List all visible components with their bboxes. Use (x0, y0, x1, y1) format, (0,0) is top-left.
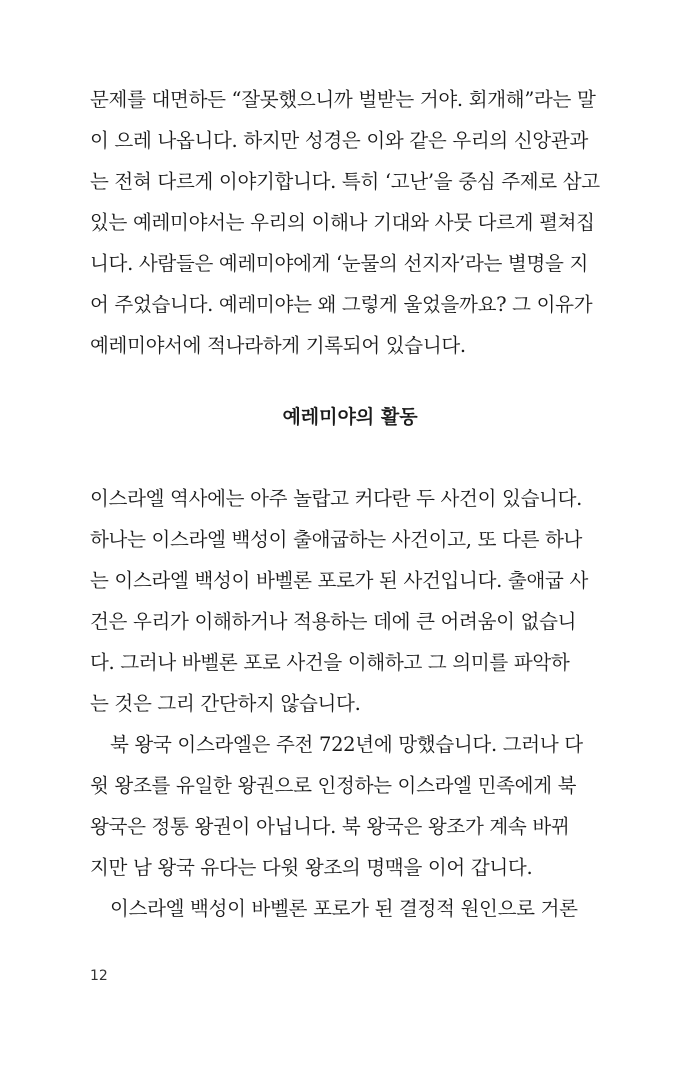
section-heading: 예레미야의 활동 (282, 406, 418, 428)
paragraph1-line: 있는 예레미야서는 우리의 이해나 기대와 사뭇 다르게 펼쳐집 (90, 211, 595, 234)
paragraph4-line: 이스라엘 백성이 바벨론 포로가 된 결정적 원인으로 거론 (110, 897, 578, 920)
paragraph2-line: 는 이스라엘 백성이 바벨론 포로가 된 사건입니다. 출애굽 사 (90, 569, 588, 592)
paragraph1-line: 니다. 사람들은 예레미야에게 ‘눈물의 선지자’라는 별명을 지 (90, 252, 588, 275)
page-number: 12 (90, 968, 108, 984)
paragraph1-line: 문제를 대면하든 “잘못했으니까 벌받는 거야. 회개해”라는 말 (90, 88, 596, 111)
paragraph1-line: 이 으레 나옵니다. 하지만 성경은 이와 같은 우리의 신앙관과 (90, 129, 588, 152)
paragraph2-line: 다. 그러나 바벨론 포로 사건을 이해하고 그 의미를 파악하 (90, 651, 570, 674)
paragraph2-line: 건은 우리가 이해하거나 적용하는 데에 큰 어려움이 없습니 (90, 610, 577, 633)
paragraph3-line: 왕국은 정통 왕권이 아닙니다. 북 왕국은 왕조가 계속 바뀌 (90, 815, 570, 838)
paragraph3-line: 북 왕국 이스라엘은 주전 722년에 망했습니다. 그러나 다 (110, 733, 583, 756)
paragraph1-line: 어 주었습니다. 예레미야는 왜 그렇게 울었을까요? 그 이유가 (90, 293, 593, 316)
paragraph1-line: 는 전혀 다르게 이야기합니다. 특히 ‘고난’을 중심 주제로 삼고 (90, 170, 600, 193)
paragraph3-line: 윗 왕조를 유일한 왕권으로 인정하는 이스라엘 민족에게 북 (90, 774, 577, 797)
paragraph3-line: 지만 남 왕국 유다는 다윗 왕조의 명맥을 이어 갑니다. (90, 856, 533, 879)
paragraph2-line: 는 것은 그리 간단하지 않습니다. (90, 692, 361, 715)
paragraph2-line: 하나는 이스라엘 백성이 출애굽하는 사건이고, 또 다른 하나 (90, 528, 583, 551)
paragraph1-line: 예레미야서에 적나라하게 기록되어 있습니다. (90, 334, 466, 357)
paragraph2-line: 이스라엘 역사에는 아주 놀랍고 커다란 두 사건이 있습니다. (90, 487, 583, 510)
